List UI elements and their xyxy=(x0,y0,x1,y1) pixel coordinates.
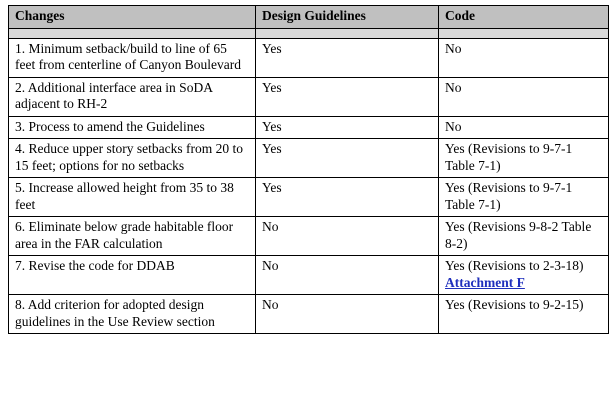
code-cell: Yes (Revisions to 9-7-1 Table 7-1) xyxy=(439,139,609,178)
table-row xyxy=(9,38,609,77)
code-cell: Yes (Revisions 9-8-2 Table 8-2) xyxy=(439,217,609,256)
change-cell: 5. Increase allowed height from 35 to 38 feet xyxy=(9,178,256,217)
attachment-f-link[interactable]: Attachment F xyxy=(445,274,525,290)
change-cell: 8. Add criterion for adopted design guidelines in the Use Review section xyxy=(9,295,256,334)
guidelines-cell: Yes xyxy=(256,178,439,217)
table-row xyxy=(9,77,609,116)
code-cell: No xyxy=(439,77,609,116)
change-cell: 4. Reduce upper story setbacks from 20 to 15 feet; options for no setbacks xyxy=(9,139,256,178)
change-cell: 2. Additional interface area in SoDA adjacent to RH-2 xyxy=(9,77,256,116)
spacer-cell xyxy=(256,28,439,38)
table-row xyxy=(9,139,609,178)
change-cell: 6. Eliminate below grade habitable floor area in the FAR calculation xyxy=(9,217,256,256)
header-row xyxy=(9,6,609,29)
header-design-guidelines: Design Guidelines xyxy=(256,6,439,29)
changes-table xyxy=(8,5,609,334)
code-cell: Yes (Revisions to 9-7-1 Table 7-1) xyxy=(439,178,609,217)
table-row xyxy=(9,178,609,217)
table-row xyxy=(9,217,609,256)
guidelines-cell: No xyxy=(256,295,439,334)
table-row xyxy=(9,256,609,295)
table-row xyxy=(9,295,609,334)
change-cell: 3. Process to amend the Guidelines xyxy=(9,116,256,139)
guidelines-cell: Yes xyxy=(256,139,439,178)
header-code: Code xyxy=(439,6,609,29)
guidelines-cell: Yes xyxy=(256,77,439,116)
guidelines-cell: Yes xyxy=(256,38,439,77)
spacer-cell xyxy=(439,28,609,38)
guidelines-cell: No xyxy=(256,256,439,295)
code-cell xyxy=(439,256,609,295)
shaded-spacer-row xyxy=(9,28,609,38)
code-text: Yes (Revisions to 2-3-18) xyxy=(445,258,584,273)
guidelines-cell: No xyxy=(256,217,439,256)
code-cell: No xyxy=(439,38,609,77)
spacer-cell xyxy=(9,28,256,38)
change-cell: 1. Minimum setback/build to line of 65 feet from centerline of Canyon Boulevard xyxy=(9,38,256,77)
code-cell: Yes (Revisions to 9-2-15) xyxy=(439,295,609,334)
code-cell: No xyxy=(439,116,609,139)
guidelines-cell: Yes xyxy=(256,116,439,139)
header-changes: Changes xyxy=(9,6,256,29)
table-row xyxy=(9,116,609,139)
change-cell: 7. Revise the code for DDAB xyxy=(9,256,256,295)
